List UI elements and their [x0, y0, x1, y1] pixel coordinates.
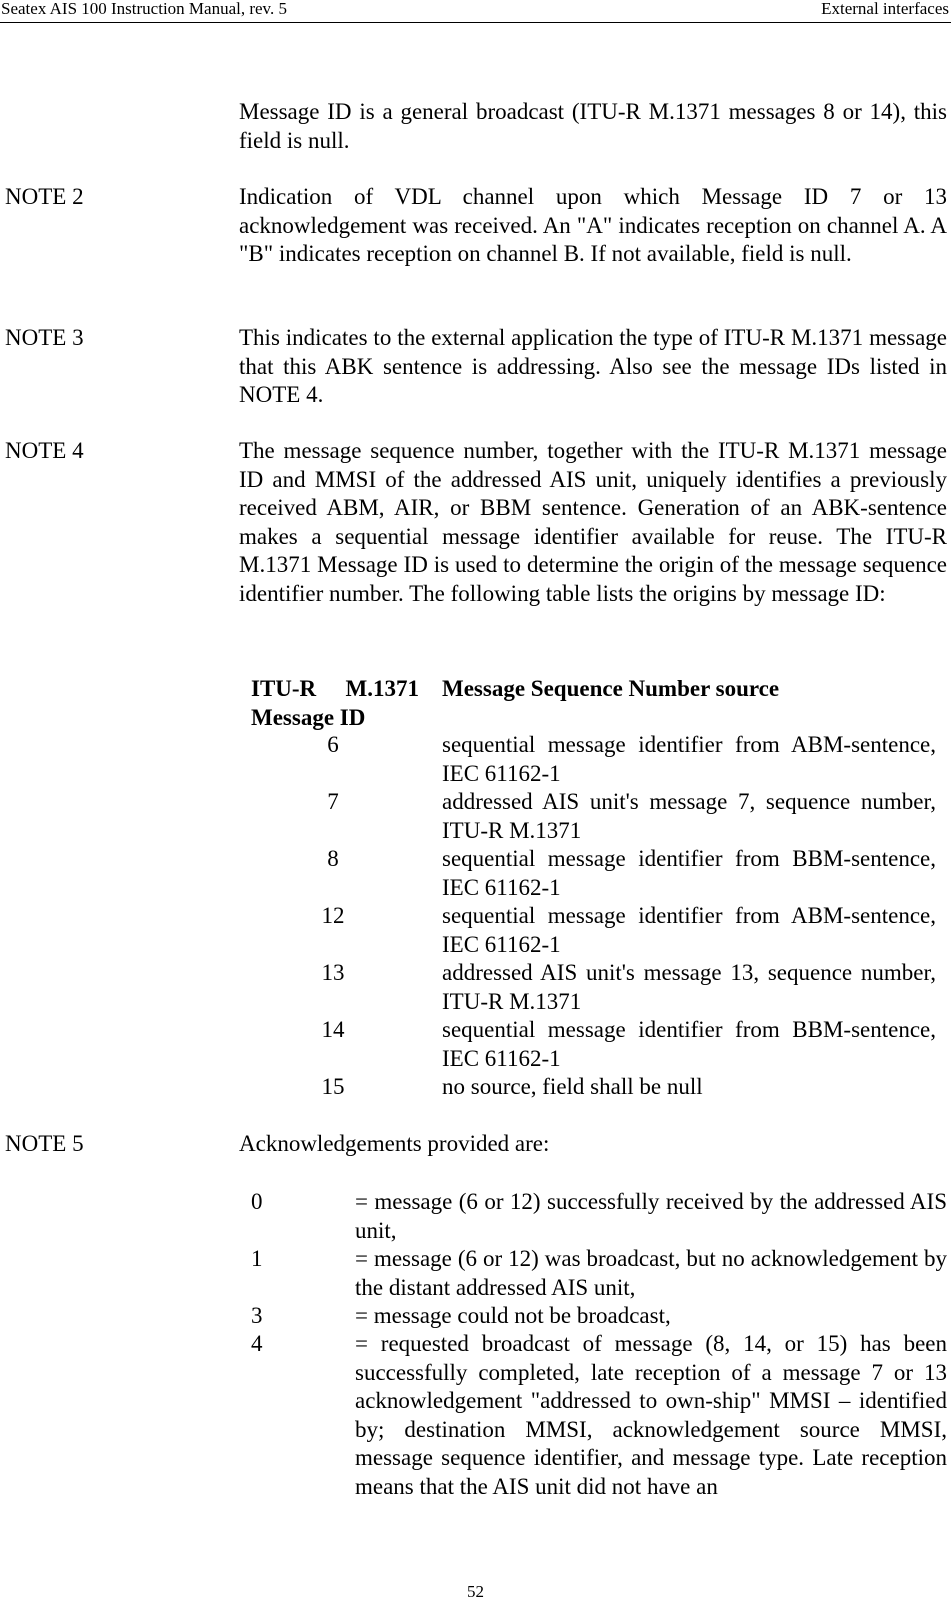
- table-row-source: sequential message identifier from BBM-sentence, IEC 61162-1: [442, 846, 936, 900]
- table-row-source: sequential message identifier from ABM-sentence, IEC 61162-1: [442, 903, 936, 957]
- note3-label: NOTE 3: [5, 325, 84, 350]
- table-row-id: 12: [321, 903, 345, 928]
- list-item-code: 4: [251, 1331, 263, 1356]
- table-row-id: 13: [321, 960, 345, 985]
- table-row-id: 14: [321, 1017, 345, 1042]
- table-header-message-id: ITU-R M.1371 Message ID: [251, 676, 419, 730]
- page-number: 52: [467, 1582, 484, 1601]
- table-row-id: 8: [327, 846, 339, 871]
- intro-paragraph: Message ID is a general broadcast (ITU-R M.1371 messages 8 or 14), this field is null.: [239, 99, 947, 153]
- header-section-title: External interfaces: [821, 0, 949, 18]
- list-item-text: = requested broadcast of message (8, 14, or 15) has been successfully completed, late reception of a message 7 or 13 acknowledgement "addressed to own-ship" MMSI – identified by; destination MMSI, acknowledgement source MMSI, message sequence identifier, and message type. Late reception means that the AIS unit did not have an: [355, 1331, 947, 1499]
- table-row-id: 7: [327, 789, 339, 814]
- table-row-source: no source, field shall be null: [442, 1074, 703, 1099]
- list-item-text: = message (6 or 12) was broadcast, but no acknowledgement by the distant addressed AIS unit,: [355, 1246, 947, 1300]
- list-item-code: 1: [251, 1246, 263, 1271]
- table-row-id: 6: [327, 732, 339, 757]
- note3-text: This indicates to the external application the type of ITU-R M.1371 message that this ABK sentence is addressing. Also see the message IDs listed in NOTE 4.: [239, 325, 947, 407]
- table-row-source: sequential message identifier from BBM-sentence, IEC 61162-1: [442, 1017, 936, 1071]
- table-row-source: addressed AIS unit's message 13, sequence number, ITU-R M.1371: [442, 960, 936, 1014]
- header-document-title: Seatex AIS 100 Instruction Manual, rev. 5: [1, 0, 287, 18]
- table-header-source: Message Sequence Number source: [442, 676, 780, 701]
- note5-label: NOTE 5: [5, 1131, 84, 1156]
- list-item-code: 3: [251, 1303, 263, 1328]
- table-row-source: addressed AIS unit's message 7, sequence number, ITU-R M.1371: [442, 789, 936, 843]
- list-item-text: = message (6 or 12) successfully received by the addressed AIS unit,: [355, 1189, 947, 1243]
- table-row-id: 15: [321, 1074, 345, 1099]
- list-item-code: 0: [251, 1189, 263, 1214]
- note2-text: Indication of VDL channel upon which Message ID 7 or 13 acknowledgement was received. An "A" indicates reception on channel A. A "B" indicates reception on channel B. If not available, field is null.: [239, 184, 947, 266]
- list-item-text: = message could not be broadcast,: [355, 1303, 671, 1328]
- note5-text: Acknowledgements provided are:: [239, 1131, 550, 1156]
- note4-label: NOTE 4: [5, 438, 84, 463]
- note4-text: The message sequence number, together with the ITU-R M.1371 message ID and MMSI of the addressed AIS unit, uniquely identifies a previously received ABM, AIR, or BBM sentence. Generation of an ABK-sentence makes a sequential message identifier available for reuse. The ITU-R M.1371 Message ID is used to determine the origin of the message sequence identifier number. The following table lists the origins by message ID:: [239, 438, 947, 606]
- page-header: [0, 0, 951, 23]
- table-row-source: sequential message identifier from ABM-sentence, IEC 61162-1: [442, 732, 936, 786]
- note2-label: NOTE 2: [5, 184, 84, 209]
